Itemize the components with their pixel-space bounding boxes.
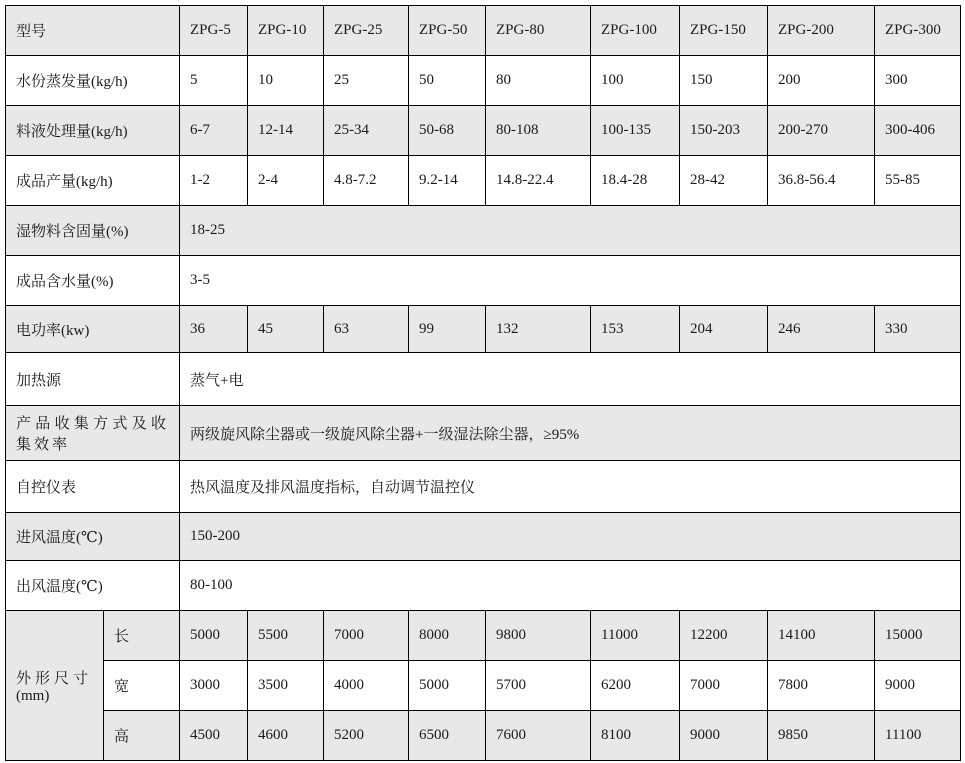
row-label-inlet-temp: 进风温度(℃) (6, 513, 180, 561)
dim-value-cell: 9000 (680, 711, 768, 761)
table-row-dimension-height (6, 711, 961, 761)
spec-table (5, 5, 961, 761)
table-row-dimension-length (6, 611, 961, 661)
table-row-dimension-width (6, 661, 961, 711)
row-label-product-output: 成品产量(kg/h) (6, 156, 180, 206)
dim-value-cell: 6200 (591, 661, 680, 711)
table-row-product-output (6, 156, 961, 206)
spec-value-cell: 28-42 (680, 156, 768, 206)
spec-value-cell: 100-135 (591, 106, 680, 156)
spec-value-cell: 300 (875, 56, 961, 106)
spec-value-cell: 50 (409, 56, 486, 106)
spec-value-cell: 9.2-14 (409, 156, 486, 206)
row-label-outlet-temp: 出风温度(℃) (6, 561, 180, 611)
dim-value-cell: 3000 (180, 661, 248, 711)
spec-value-cell: 36.8-56.4 (768, 156, 875, 206)
dim-value-cell: 9800 (486, 611, 591, 661)
dim-value-cell: 7000 (680, 661, 768, 711)
table-row-model (6, 6, 961, 56)
spec-value-cell: 300-406 (875, 106, 961, 156)
span-value-cell: 150-200 (180, 513, 961, 561)
model-header-cell: ZPG-5 (180, 6, 248, 56)
dim-value-cell: 5500 (248, 611, 324, 661)
spec-value-cell: 99 (409, 306, 486, 353)
dim-value-cell: 15000 (875, 611, 961, 661)
dim-value-cell: 3500 (248, 661, 324, 711)
dim-value-cell: 5200 (324, 711, 409, 761)
spec-value-cell: 25-34 (324, 106, 409, 156)
table-row-instrument (6, 461, 961, 513)
model-header-cell: ZPG-150 (680, 6, 768, 56)
spec-value-cell: 100 (591, 56, 680, 106)
model-header-cell: ZPG-100 (591, 6, 680, 56)
row-label-model: 型号 (6, 6, 180, 56)
dim-value-cell: 7600 (486, 711, 591, 761)
dimensions-unit-text: (mm) (16, 687, 50, 704)
spec-value-cell: 150 (680, 56, 768, 106)
row-label-feed-capacity: 料液处理量(kg/h) (6, 106, 180, 156)
dim-value-cell: 14100 (768, 611, 875, 661)
spec-value-cell: 4.8-7.2 (324, 156, 409, 206)
spec-value-cell: 14.8-22.4 (486, 156, 591, 206)
spec-value-cell: 80-108 (486, 106, 591, 156)
spec-value-cell: 132 (486, 306, 591, 353)
dim-value-cell: 5700 (486, 661, 591, 711)
spec-value-cell: 63 (324, 306, 409, 353)
model-header-cell: ZPG-25 (324, 6, 409, 56)
row-label-instrument: 自控仪表 (6, 461, 180, 513)
dim-sub-label-length: 长 (104, 611, 180, 661)
span-value-cell: 18-25 (180, 206, 961, 256)
spec-value-cell: 330 (875, 306, 961, 353)
table-row-heat-source (6, 353, 961, 406)
spec-value-cell: 6-7 (180, 106, 248, 156)
dim-value-cell: 4000 (324, 661, 409, 711)
spec-value-cell: 12-14 (248, 106, 324, 156)
dim-value-cell: 4500 (180, 711, 248, 761)
dim-value-cell: 5000 (180, 611, 248, 661)
dim-value-cell: 9850 (768, 711, 875, 761)
table-row-wet-solid-content (6, 206, 961, 256)
dimensions-label-text: 外形尺寸 (16, 670, 93, 687)
dim-sub-label-width: 宽 (104, 661, 180, 711)
model-header-cell: ZPG-10 (248, 6, 324, 56)
spec-value-cell: 55-85 (875, 156, 961, 206)
row-label-collection: 产品收集方式及收集效率 (6, 406, 180, 461)
dim-sub-label-height: 高 (104, 711, 180, 761)
dim-value-cell: 7000 (324, 611, 409, 661)
row-label-wet-solid-content: 湿物料含固量(%) (6, 206, 180, 256)
row-label-heat-source: 加热源 (6, 353, 180, 406)
dim-value-cell: 8000 (409, 611, 486, 661)
dim-value-cell: 12200 (680, 611, 768, 661)
dim-value-cell: 9000 (875, 661, 961, 711)
spec-value-cell: 10 (248, 56, 324, 106)
model-header-cell: ZPG-50 (409, 6, 486, 56)
row-label-product-moisture: 成品含水量(%) (6, 256, 180, 306)
dim-value-cell: 8100 (591, 711, 680, 761)
row-label-electric-power: 电功率(kw) (6, 306, 180, 353)
dim-value-cell: 11100 (875, 711, 961, 761)
model-header-cell: ZPG-200 (768, 6, 875, 56)
span-value-cell: 3-5 (180, 256, 961, 306)
spec-value-cell: 36 (180, 306, 248, 353)
table-row-water-evaporation (6, 56, 961, 106)
spec-value-cell: 50-68 (409, 106, 486, 156)
spec-value-cell: 80 (486, 56, 591, 106)
spec-value-cell: 25 (324, 56, 409, 106)
table-row-collection (6, 406, 961, 461)
dim-value-cell: 4600 (248, 711, 324, 761)
row-label-dimensions (6, 611, 104, 761)
span-value-cell: 蒸气+电 (180, 353, 961, 406)
dim-value-cell: 7800 (768, 661, 875, 711)
spec-value-cell: 204 (680, 306, 768, 353)
span-value-cell: 80-100 (180, 561, 961, 611)
table-row-outlet-temp (6, 561, 961, 611)
table-row-product-moisture (6, 256, 961, 306)
dim-value-cell: 6500 (409, 711, 486, 761)
spec-value-cell: 1-2 (180, 156, 248, 206)
table-row-inlet-temp (6, 513, 961, 561)
model-header-cell: ZPG-300 (875, 6, 961, 56)
row-label-water-evaporation: 水份蒸发量(kg/h) (6, 56, 180, 106)
spec-value-cell: 200-270 (768, 106, 875, 156)
spec-value-cell: 246 (768, 306, 875, 353)
model-header-cell: ZPG-80 (486, 6, 591, 56)
spec-value-cell: 153 (591, 306, 680, 353)
spec-value-cell: 150-203 (680, 106, 768, 156)
spec-value-cell: 45 (248, 306, 324, 353)
dim-value-cell: 11000 (591, 611, 680, 661)
dim-value-cell: 5000 (409, 661, 486, 711)
table-row-feed-capacity (6, 106, 961, 156)
spec-value-cell: 18.4-28 (591, 156, 680, 206)
spec-value-cell: 2-4 (248, 156, 324, 206)
spec-value-cell: 200 (768, 56, 875, 106)
span-value-cell: 热风温度及排风温度指标，自动调节温控仪 (180, 461, 961, 513)
table-row-electric-power (6, 306, 961, 353)
spec-value-cell: 5 (180, 56, 248, 106)
span-value-cell: 两级旋风除尘器或一级旋风除尘器+一级湿法除尘器，≥95% (180, 406, 961, 461)
